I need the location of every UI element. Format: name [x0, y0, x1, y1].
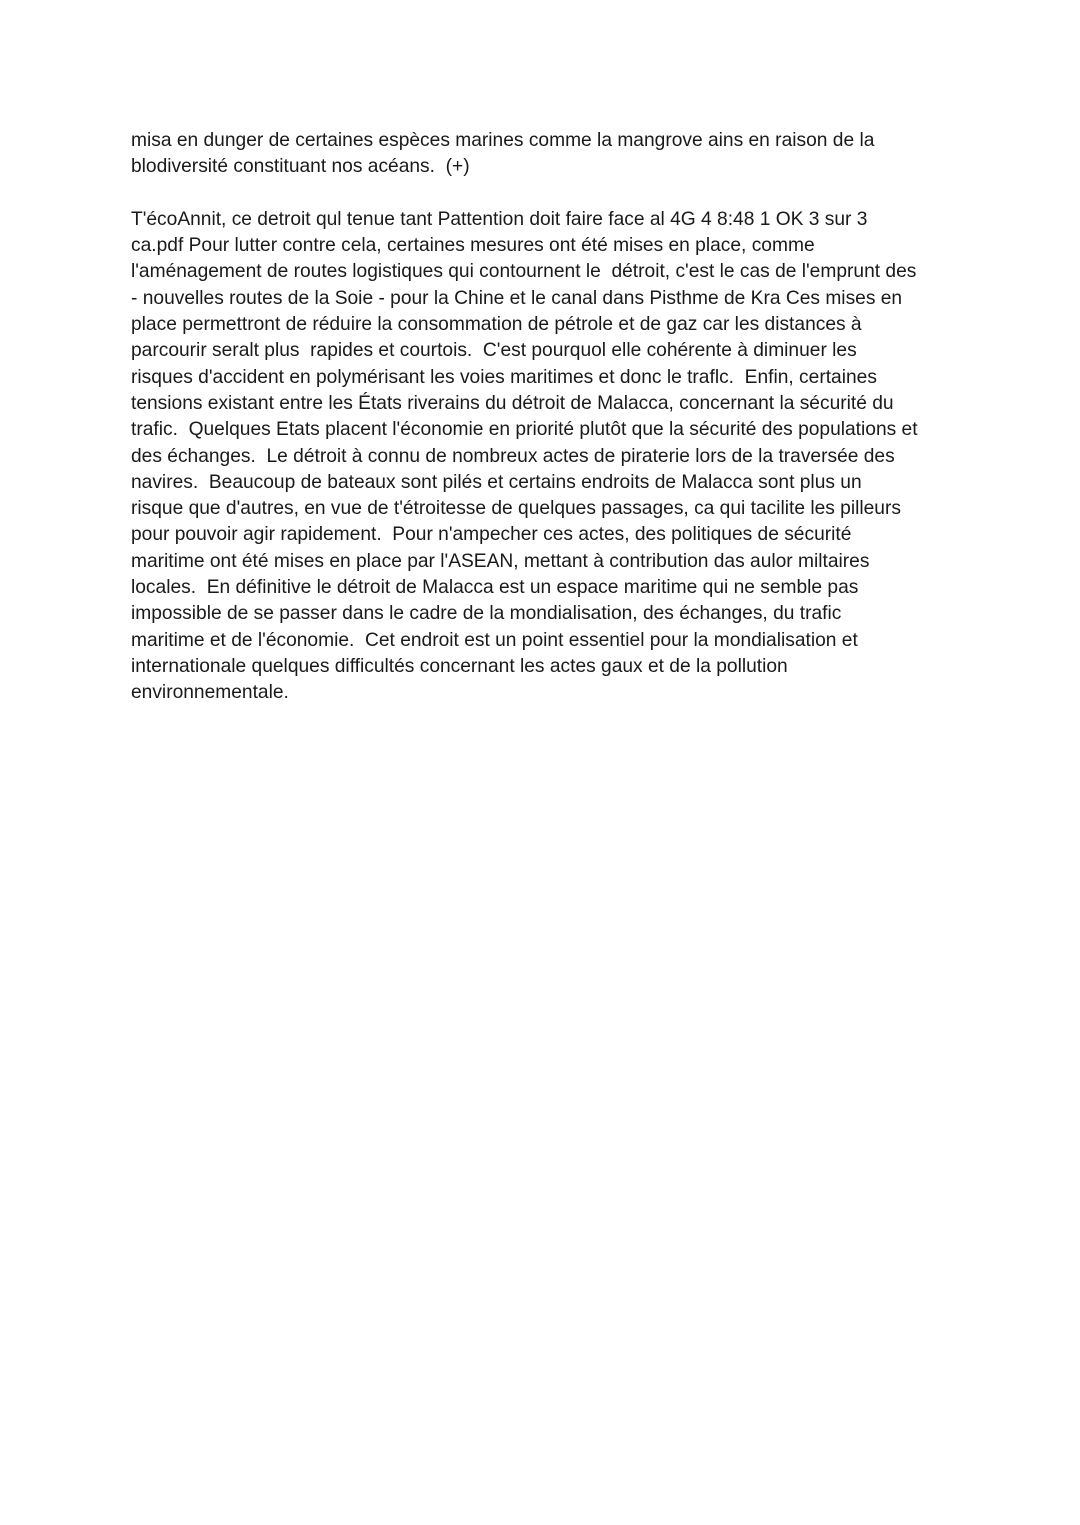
text-line: ca.pdf Pour lutter contre cela, certaines mesures ont été mises en place, comme	[131, 235, 815, 257]
text-line: parcourir seralt plus rapides et courtois. C'est pourquol elle cohérente à diminuer les	[131, 340, 857, 362]
text-line: maritime ont été mises en place par l'ASEAN, mettant à contribution das aulor miltaires	[131, 550, 870, 572]
text-line: T'écoAnnit, ce detroit qul tenue tant Pattention doit faire face al 4G 4 8:48 1 OK 3 sur 3	[131, 208, 868, 230]
text-line: locales. En définitive le détroit de Malacca est un espace maritime qui ne semble pas	[131, 577, 859, 599]
text-line: pour pouvoir agir rapidement. Pour n'ampecher ces actes, des politiques de sécurité	[131, 524, 852, 546]
text-line: misa en dunger de certaines espèces marines comme la mangrove ains en raison de la	[131, 130, 875, 151]
text-line: - nouvelles routes de la Soie - pour la Chine et le canal dans Pisthme de Kra Ces mises en	[131, 287, 903, 309]
text-line: risque que d'autres, en vue de t'étroitesse de quelques passages, ca qui tacilite les pilleurs	[131, 498, 901, 520]
text-line: navires. Beaucoup de bateaux sont pilés et certains endroits de Malacca sont plus un	[131, 471, 862, 493]
text-line: des échanges. Le détroit à connu de nombreux actes de piraterie lors de la traversée des	[131, 445, 895, 467]
text-line: risques d'accident en polymérisant les voies maritimes et donc le traflc. Enfin, certaines	[131, 366, 877, 388]
text-line: trafic. Quelques Etats placent l'économie en priorité plutôt que la sécurité des populations et	[131, 419, 918, 441]
paragraph-1	[131, 128, 961, 181]
text-line: maritime et de l'économie. Cet endroit est un point essentiel pour la mondialisation et	[131, 629, 858, 651]
text-line: internationale quelques difficultés concernant les actes gaux et de la pollution	[131, 655, 788, 677]
text-line: tensions existant entre les États riverains du détroit de Malacca, concernant la sécurité du	[131, 392, 894, 414]
text-line: blodiversité constituant nos acéans. (+)	[131, 156, 470, 178]
text-line: impossible de se passer dans le cadre de la mondialisation, des échanges, du trafic	[131, 603, 842, 625]
paragraph-gap	[131, 181, 961, 207]
paragraph-2	[131, 207, 961, 707]
text-line: environnementale.	[131, 682, 289, 704]
document-body	[131, 128, 961, 707]
text-line: place permettront de réduire la consommation de pétrole et de gaz car les distances à	[131, 314, 862, 336]
text-line: l'aménagement de routes logistiques qui contournent le détroit, c'est le cas de l'emprunt des	[131, 261, 917, 283]
